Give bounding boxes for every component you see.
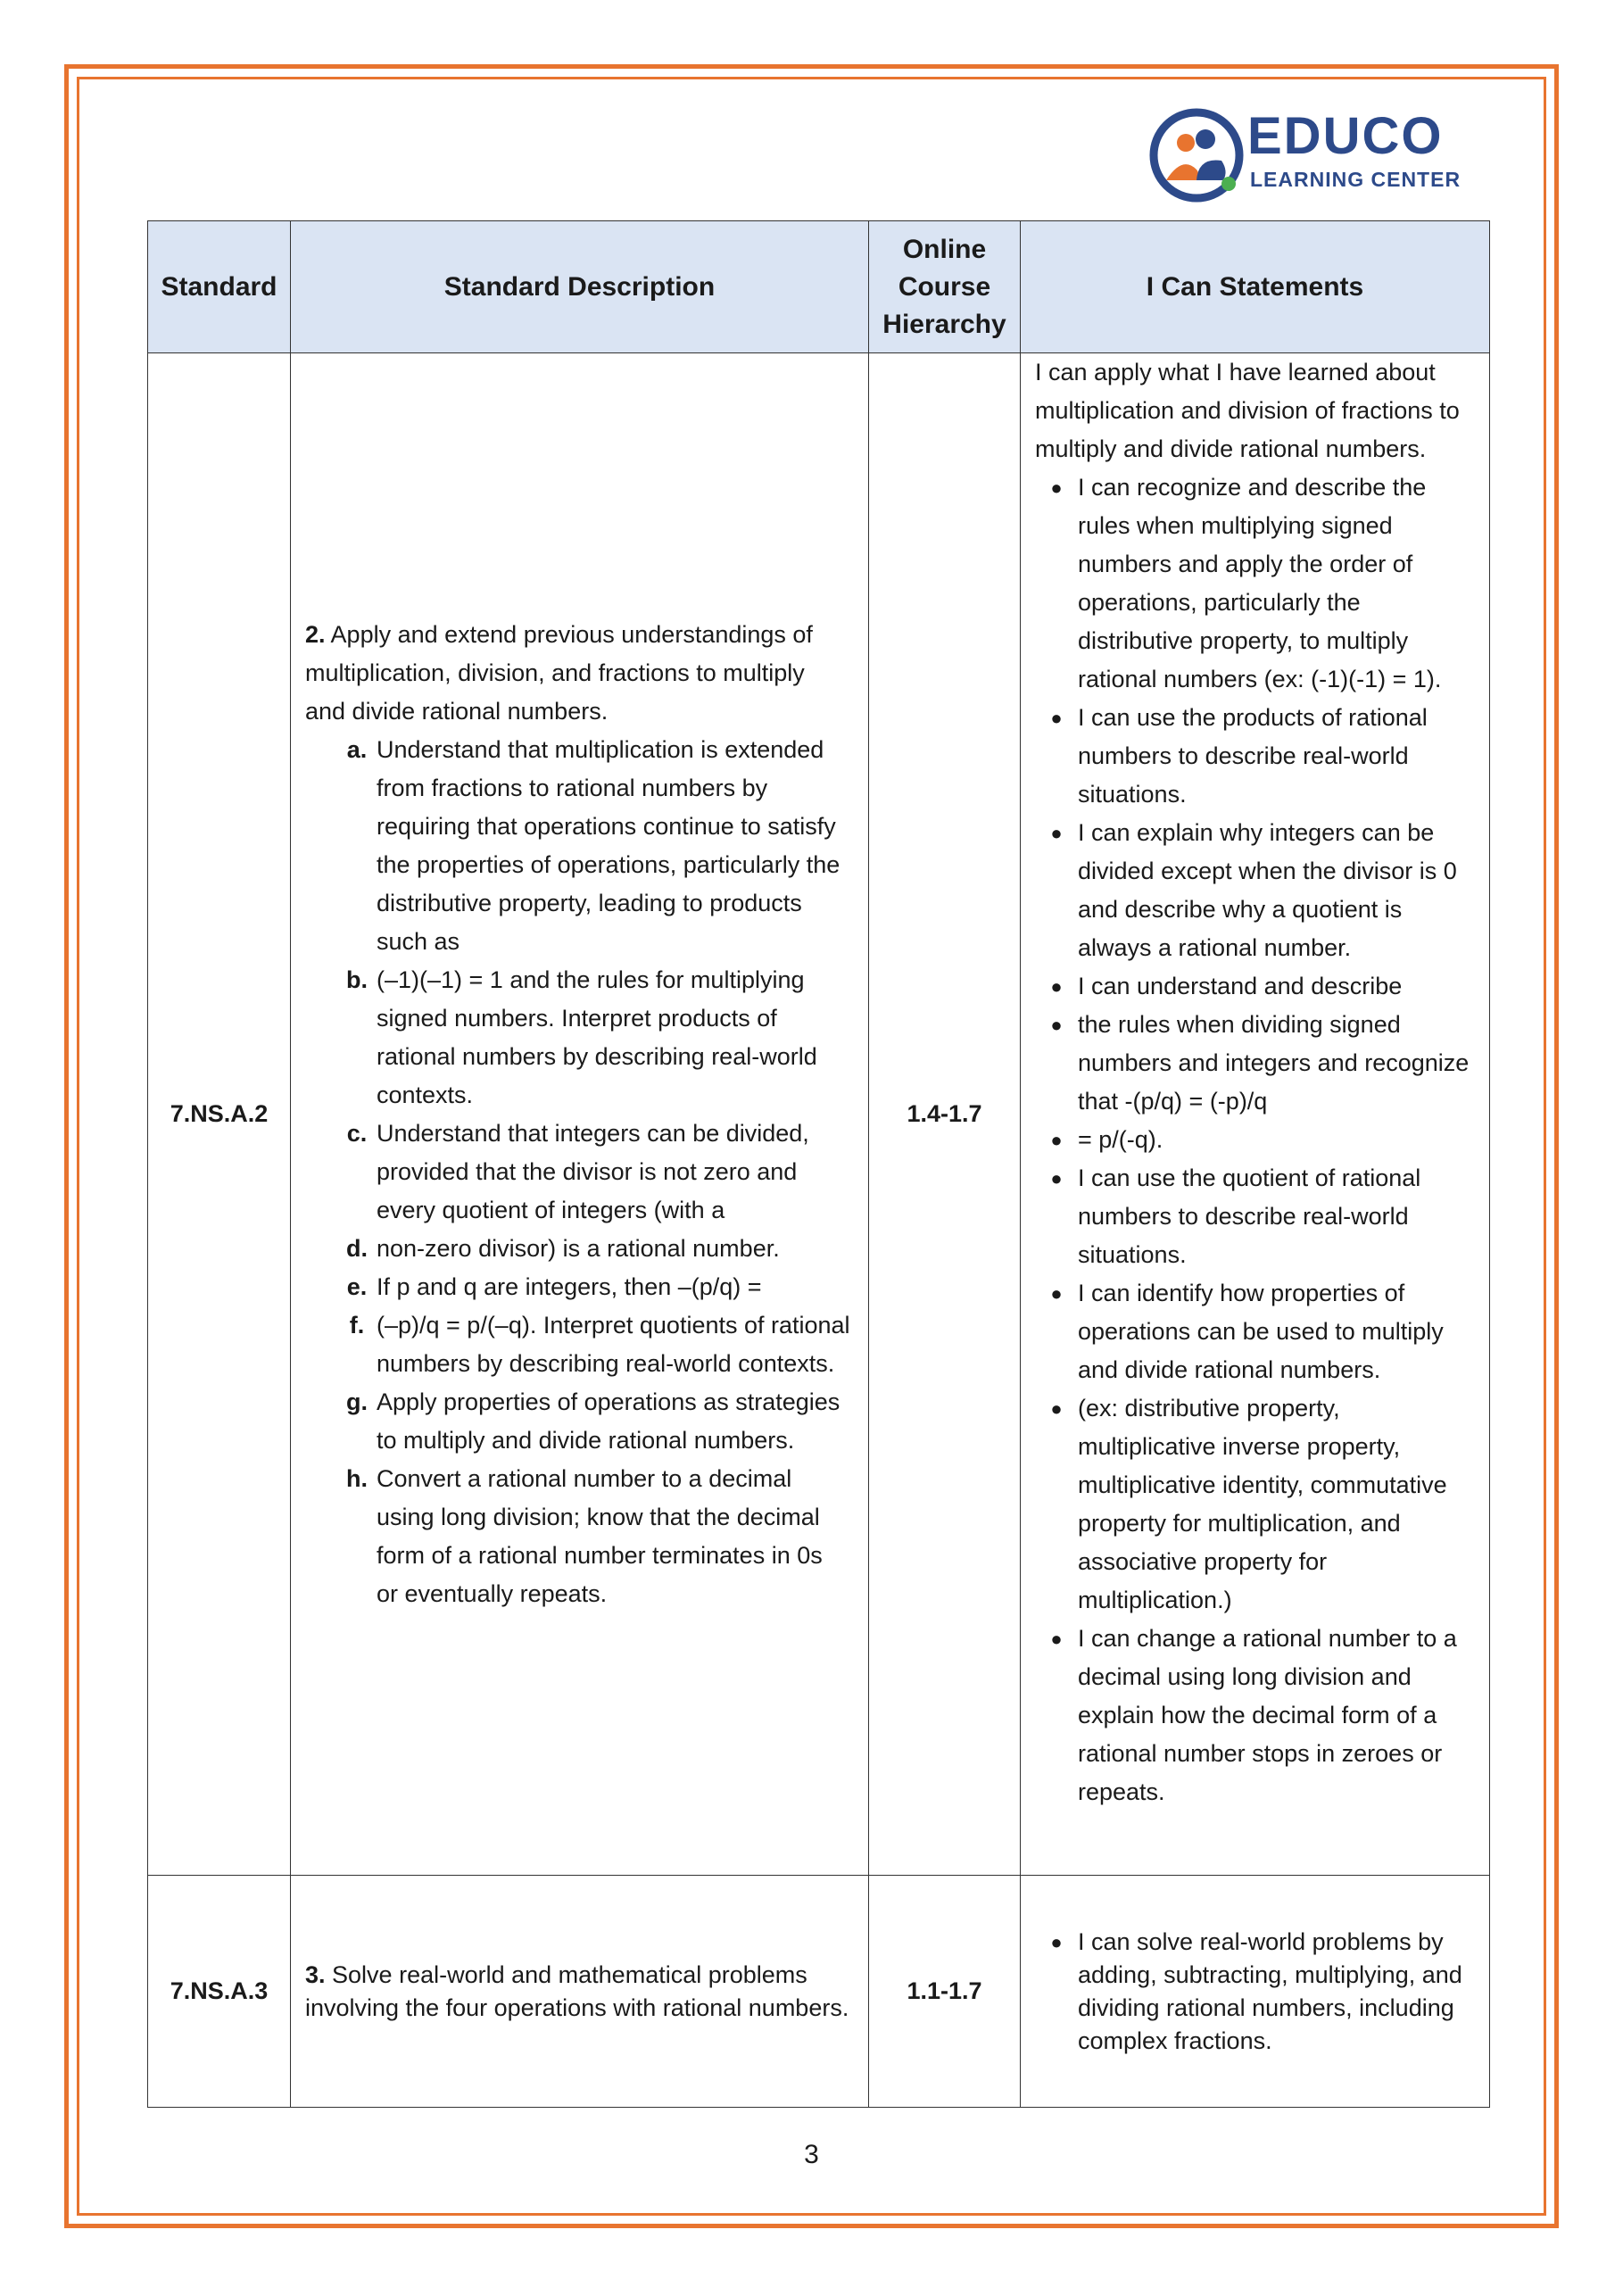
list-item	[1035, 967, 1473, 1006]
bullet-text: I can recognize and describe the rules when multiplying signed numbers and apply the order of operations, particularly the distributive property, to multiply rational numbers (ex: (-1)(-1) = 1).	[1078, 474, 1442, 692]
list-item	[305, 731, 850, 961]
ican-intro: I can apply what I have learned about multiplication and division of fractions to multiply and divide rational numbers.	[1035, 359, 1460, 462]
bullet-text: I can explain why integers can be divided except when the divisor is 0 and describe why a quotient is always a rational number.	[1078, 819, 1457, 961]
header-description: Standard Description	[291, 221, 869, 353]
standard-code: 7.NS.A.2	[148, 353, 291, 1876]
course-hierarchy: 1.1-1.7	[869, 1876, 1021, 2108]
bullet-icon: ●	[1050, 975, 1063, 998]
table-row	[148, 353, 1490, 1876]
list-item	[305, 1460, 850, 1613]
bullet-icon: ●	[1050, 477, 1063, 499]
bullet-icon: ●	[1050, 1930, 1063, 1953]
list-letter: g.	[346, 1388, 368, 1415]
header-ican: I Can Statements	[1021, 221, 1490, 353]
list-text: If p and q are integers, then –(p/q) =	[377, 1272, 762, 1300]
logo-emblem-icon	[1147, 105, 1246, 205]
list-text: Understand that multiplication is extended from fractions to rational numbers by requiring that operations continue to satisfy the properties of operations, particularly the distributive property, leading to products such as	[377, 735, 840, 955]
list-letter: e.	[346, 1272, 368, 1300]
list-text: Convert a rational number to a decimal using long division; know that the decimal form of a rational number terminates in 0s or eventually repeats.	[377, 1464, 823, 1607]
bullet-text: = p/(-q).	[1078, 1126, 1163, 1153]
list-item	[1035, 699, 1473, 814]
description-number: 3.	[305, 1960, 326, 1988]
list-item	[305, 1383, 850, 1460]
bullet-text: the rules when dividing signed numbers and integers and recognize that -(p/q) = (-p)/q	[1078, 1011, 1470, 1115]
description-number: 2.	[305, 620, 326, 648]
list-item	[1035, 1620, 1473, 1811]
list-item	[1035, 1389, 1473, 1620]
ican-statements	[1021, 1876, 1490, 2108]
bullet-text: I can identify how properties of operations can be used to multiply and divide rational numbers.	[1078, 1280, 1444, 1383]
logo-title: EDUCO	[1247, 107, 1444, 165]
bullet-text: I can understand and describe	[1078, 973, 1403, 999]
list-item	[1035, 1926, 1473, 2058]
list-item	[1035, 1159, 1473, 1274]
list-letter: d.	[346, 1234, 368, 1262]
list-letter: f.	[349, 1311, 365, 1339]
bullet-icon: ●	[1050, 1282, 1063, 1305]
list-item	[1035, 814, 1473, 967]
header-standard: Standard	[148, 221, 291, 353]
description-sublist	[305, 731, 850, 1613]
bullet-icon: ●	[1050, 1628, 1063, 1650]
list-text: (–1)(–1) = 1 and the rules for multiplying signed numbers. Interpret products of rational numbers by describing real-world contexts.	[377, 966, 817, 1108]
list-item	[1035, 1121, 1473, 1159]
description-lead-text: Solve real-world and mathematical problems involving the four operations with rational numbers.	[305, 1960, 849, 2021]
list-letter: h.	[346, 1464, 368, 1492]
bullet-icon: ●	[1050, 1397, 1063, 1420]
list-text: non-zero divisor) is a rational number.	[377, 1234, 780, 1262]
list-letter: a.	[346, 735, 368, 763]
list-item	[1035, 468, 1473, 699]
bullet-icon: ●	[1050, 1167, 1063, 1189]
bullet-text: I can use the quotient of rational numbers to describe real-world situations.	[1078, 1165, 1421, 1268]
list-item	[305, 1230, 850, 1268]
page-number: 3	[804, 2140, 819, 2169]
table-row	[148, 1876, 1490, 2108]
educo-logo	[1147, 105, 1477, 205]
standards-table	[147, 220, 1490, 2108]
logo-subtitle: LEARNING CENTER	[1250, 168, 1462, 191]
description-lead	[305, 616, 850, 731]
standard-description	[291, 353, 869, 1876]
list-item	[305, 1115, 850, 1230]
course-hierarchy: 1.4-1.7	[869, 353, 1021, 1876]
list-item	[305, 1268, 850, 1306]
standard-description	[291, 1876, 869, 2108]
bullet-icon: ●	[1050, 707, 1063, 729]
list-item	[1035, 1006, 1473, 1121]
bullet-icon: ●	[1050, 822, 1063, 844]
list-letter: c.	[346, 1119, 368, 1147]
description-lead-text: Apply and extend previous understandings of multiplication, division, and fractions to multiply and divide rational numbers.	[305, 620, 813, 725]
list-letter: b.	[346, 966, 368, 993]
list-text: Apply properties of operations as strategies to multiply and divide rational numbers.	[377, 1388, 840, 1454]
bullet-icon: ●	[1050, 1014, 1063, 1036]
list-item	[305, 961, 850, 1115]
ican-bullet-list	[1035, 468, 1473, 1811]
bullet-icon: ●	[1050, 1129, 1063, 1151]
ican-statements	[1021, 353, 1490, 1876]
bullet-text: I can use the products of rational numbers to describe real-world situations.	[1078, 704, 1428, 808]
list-text: (–p)/q = p/(–q). Interpret quotients of rational numbers by describing real-world contexts.	[377, 1311, 850, 1377]
list-text: Understand that integers can be divided, provided that the divisor is not zero and every quotient of integers (with a	[377, 1119, 809, 1223]
bullet-text: I can change a rational number to a decimal using long division and explain how the decimal form of a rational number stops in zeroes or repeats.	[1078, 1625, 1457, 1805]
standard-code: 7.NS.A.3	[148, 1876, 291, 2108]
bullet-text: I can solve real-world problems by adding, subtracting, multiplying, and dividing rational numbers, including complex fractions.	[1078, 1927, 1462, 2054]
list-item	[1035, 1274, 1473, 1389]
table-header-row	[148, 221, 1490, 353]
list-item	[305, 1306, 850, 1383]
description-lead	[305, 1959, 850, 2025]
bullet-text: (ex: distributive property, multiplicative inverse property, multiplicative identity, commutative property for multiplication, and associative property for multiplication.)	[1078, 1395, 1447, 1613]
header-hierarchy: Online Course Hierarchy	[869, 221, 1021, 353]
ican-bullet-list	[1035, 1926, 1473, 2058]
